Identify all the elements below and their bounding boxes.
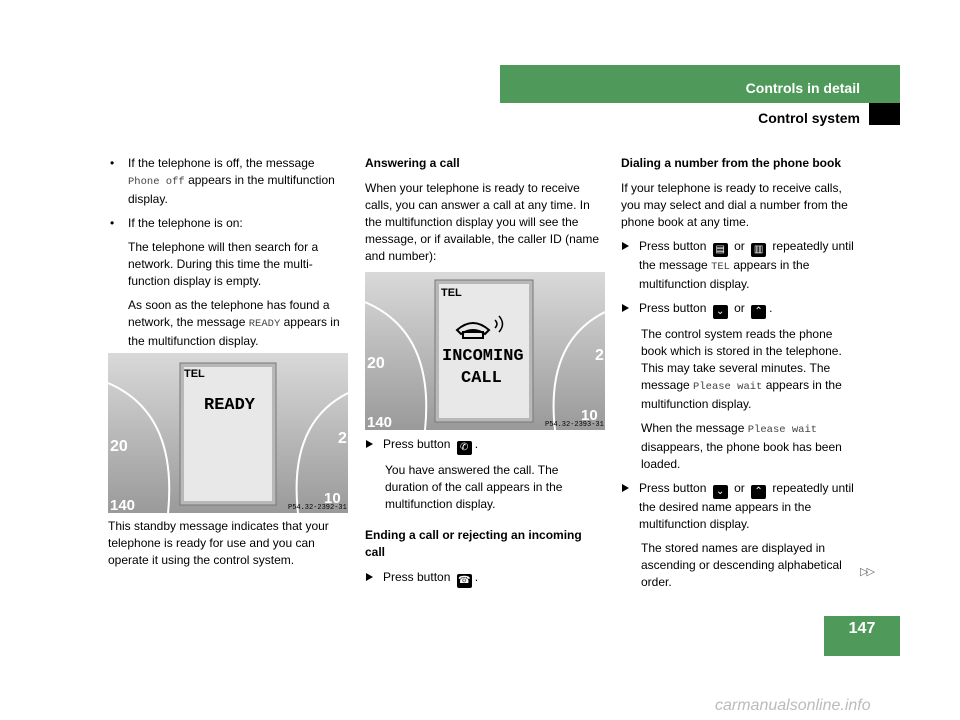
dashboard-image-incoming <box>365 272 605 430</box>
display-code: Phone off <box>128 176 185 188</box>
arrow-bullet-icon <box>622 304 629 312</box>
next-display-button-icon: ▤ <box>713 243 728 257</box>
dashboard-image-ready <box>108 353 348 513</box>
paragraph-loaded: When the message Please wait disappears, the phone book has been loaded. <box>641 421 842 471</box>
step-answer: Press button ✆ . <box>365 436 605 455</box>
continue-arrow-icon: ▷▷ <box>860 566 873 578</box>
display-tel-label: TEL <box>184 368 205 380</box>
paragraph-sorting: The stored names are displayed in ascending or descending alphabetical order. <box>641 541 842 589</box>
scroll-down-button-icon: ⌄ <box>713 485 728 499</box>
column-2-lower <box>365 436 605 595</box>
instrument-cluster-graphic <box>108 353 348 513</box>
scroll-down-button-icon: ⌄ <box>713 305 728 319</box>
display-incoming-text: INCOMING <box>442 347 524 366</box>
paragraph-search: The telephone will then search for a network. During this time the multi-function display is empty. <box>128 240 319 288</box>
gauge-2: 2 <box>595 347 604 364</box>
step-end: Press button ☎ . <box>365 569 605 588</box>
bullet-dot: • <box>110 156 115 170</box>
heading-ending: Ending a call or rejecting an incoming call <box>365 528 582 559</box>
gauge-20: 20 <box>110 438 128 455</box>
figure-code: P54.32-2392-31 <box>288 504 347 512</box>
display-code: READY <box>248 318 281 330</box>
gauge-10: 10 <box>324 490 341 507</box>
paragraph-found: As soon as the telephone has found a network, the message READY appears in the multifunction display. <box>128 298 340 348</box>
header-marker <box>869 103 900 125</box>
step-select-tel: Press button ▤ or ▥ repeatedly until the message TEL appears in the multifunction display. <box>621 238 861 293</box>
bullet-phone-on: • If the telephone is on: <box>110 216 243 230</box>
heading-answering: Answering a call <box>365 156 460 170</box>
step-select-name: Press button ⌄ or ⌃ repeatedly until the desired name appears in the multifunction display. <box>621 480 861 533</box>
arrow-bullet-icon <box>622 484 629 492</box>
paragraph-reading: The control system reads the phone book which is stored in the telephone. This may take several minutes. The message Please wait appears in the multifunction display. <box>641 327 842 411</box>
caption-ready: This standby message indicates that your telephone is ready for use and you can operate it using the control system. <box>108 519 329 567</box>
watermark: carmanualsonline.info <box>715 697 871 714</box>
subsection-title: Control system <box>758 110 860 126</box>
arrow-bullet-icon <box>366 573 373 581</box>
phone-answer-button-icon: ✆ <box>457 441 472 455</box>
gauge-20: 20 <box>367 355 385 372</box>
bullet-dot: • <box>110 216 115 230</box>
previous-display-button-icon: ▥ <box>751 243 766 257</box>
scroll-up-button-icon: ⌃ <box>751 485 766 499</box>
arrow-bullet-icon <box>622 242 629 250</box>
arrow-bullet-icon <box>366 440 373 448</box>
gauge-2: 2 <box>338 430 347 447</box>
column-1 <box>108 155 348 357</box>
bullet-phone-off: • If the telephone is off, the message Phone off appears in the multifunction display. <box>110 156 335 206</box>
display-code: Please wait <box>747 424 818 436</box>
gauge-140: 140 <box>367 414 393 430</box>
display-code: Please wait <box>693 381 763 393</box>
column-2 <box>365 155 605 272</box>
figure-code: P54.32-2393-31 <box>545 421 604 429</box>
scroll-up-button-icon: ⌃ <box>751 305 766 319</box>
paragraph-answered: You have answered the call. The duration of the call appears in the multifunction display. <box>385 463 563 511</box>
page-number: 147 <box>824 616 900 656</box>
step-scroll: Press button ⌄ or ⌃ . <box>621 300 861 319</box>
display-call-text: CALL <box>461 369 502 388</box>
paragraph-answering: When your telephone is ready to receive calls, you can answer a call at any time. In the multifunction display you will see the message, or if available, the caller ID (name and number): <box>365 181 600 263</box>
instrument-cluster-graphic <box>365 272 605 430</box>
display-tel-label: TEL <box>441 287 462 299</box>
gauge-10: 10 <box>581 407 598 424</box>
section-title: Controls in detail <box>745 80 860 96</box>
column-3 <box>621 155 861 598</box>
heading-dialing: Dialing a number from the phone book <box>621 156 842 170</box>
display-code: TEL <box>711 261 730 273</box>
display-ready-text: READY <box>204 396 256 415</box>
paragraph-dialing: If your telephone is ready to receive calls, you may select and dial a number from the phone book at any time. <box>621 181 848 229</box>
gauge-140: 140 <box>110 497 136 513</box>
phone-hangup-button-icon: ☎ <box>457 575 471 586</box>
